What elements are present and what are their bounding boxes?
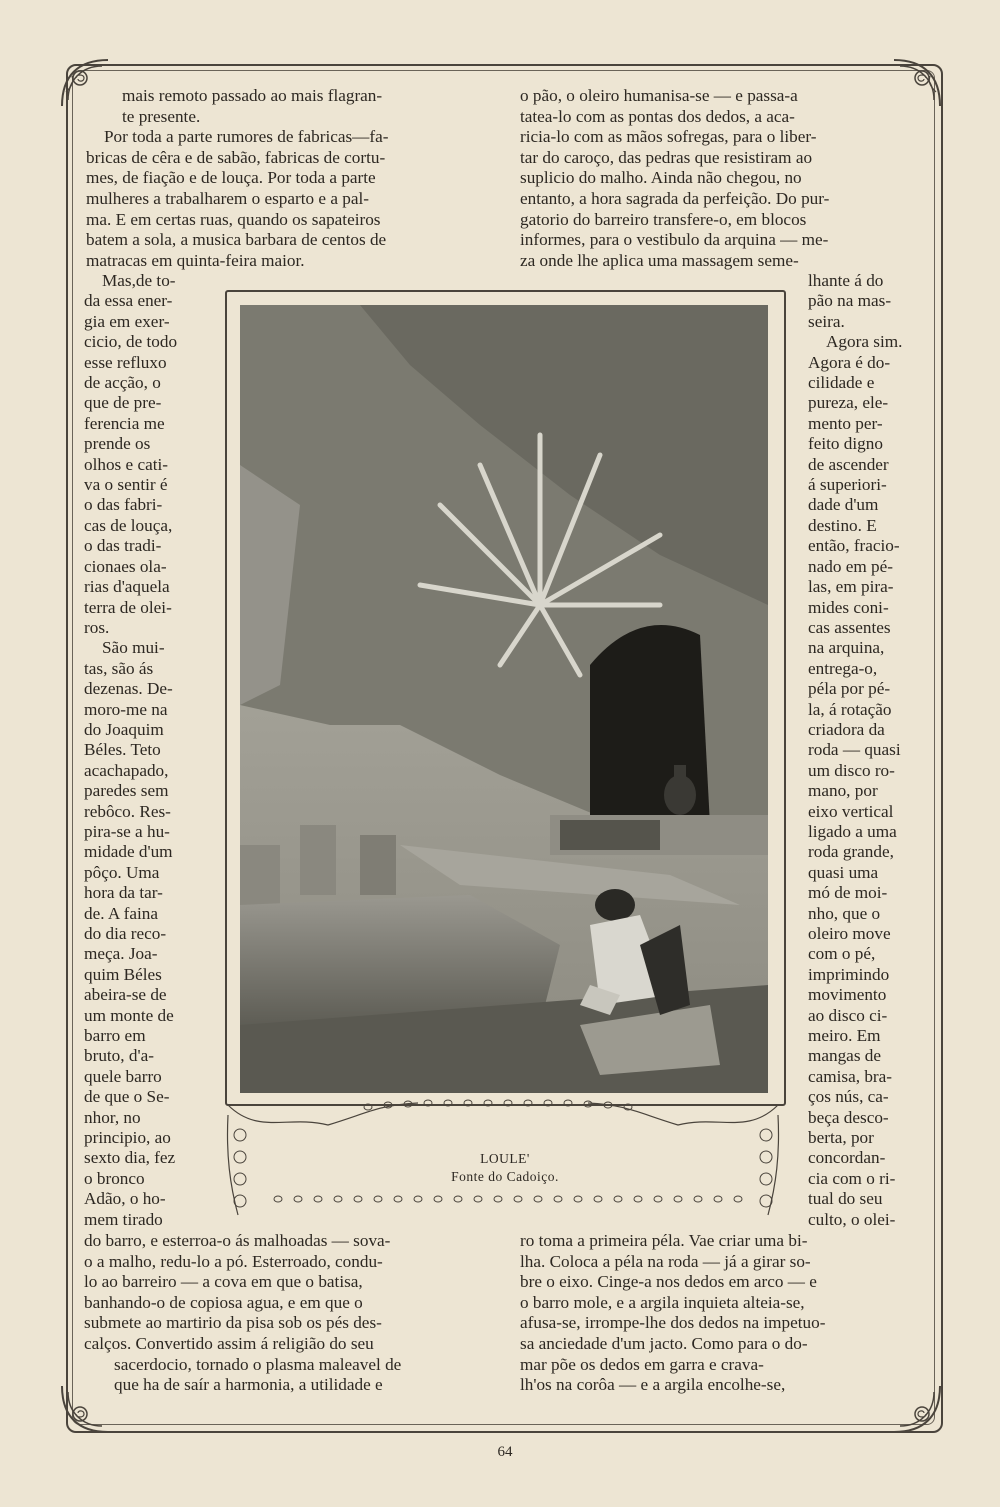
text-line: concordan- (808, 1148, 886, 1168)
text-line: da essa ener- (84, 291, 173, 311)
text-line: á superiori- (808, 475, 887, 495)
text-line: mes, de fiação e de louça. Por toda a parte (86, 168, 376, 188)
text-line: moro-me na (84, 699, 168, 719)
text-line: criadora da (808, 719, 885, 739)
text-line: acachapado, (84, 760, 169, 780)
text-line: Agora é do- (808, 352, 891, 372)
text-line: calços. Convertido assim á religião do seu (84, 1333, 374, 1353)
text-line: mento per- (808, 413, 883, 433)
text-line: entanto, a hora sagrada da perfeição. Do pur- (520, 188, 830, 208)
text-line: quasi uma (808, 862, 879, 882)
text-line: mar põe os dedos em garra e crava- (520, 1354, 764, 1374)
text-line: te presente. (122, 106, 201, 126)
text-line: la, á rotação (808, 699, 892, 719)
text-line: tar do caroço, das pedras que resistiram ao (520, 147, 813, 167)
photo-illustration (240, 305, 768, 1093)
text-line: mangas de (808, 1046, 882, 1066)
text-line: na arquina, (808, 638, 885, 658)
text-line: roda — quasi (808, 740, 901, 760)
text-line: gatorio do barreiro transfere-o, em blocos (520, 209, 807, 229)
text-line: nhor, no (84, 1107, 141, 1127)
text-line: hora da tar- (84, 883, 163, 903)
text-line: ligado a uma (808, 821, 897, 841)
text-line: oleiro move (808, 924, 891, 943)
text-line: o pão, o oleiro humanisa-se — e passa-a (520, 86, 798, 105)
text-line: bruto, d'a- (84, 1046, 154, 1066)
caption-title: LOULE' (480, 1151, 530, 1166)
text-line: nado em pé- (808, 556, 893, 576)
text-line: ma. E em certas ruas, quando os sapateiros (86, 209, 381, 229)
left-column-bottom (84, 1231, 488, 1396)
text-line: prende os (84, 434, 151, 454)
text-line: mais remoto passado ao mais flagran- (122, 86, 383, 105)
text-line: matracas em quinta-feira maior. (86, 250, 305, 270)
text-line: ferencia me (84, 413, 165, 433)
text-line: mem tirado (84, 1209, 163, 1229)
text-line: meça. Joa- (84, 944, 158, 964)
text-line: péla por pé- (808, 679, 891, 699)
right-column-bottom (520, 1231, 922, 1396)
text-line: gia em exer- (84, 311, 170, 331)
text-line: de ascender (808, 454, 889, 474)
text-line: Béles. Teto (84, 740, 161, 760)
text-line: feito digno (808, 434, 883, 454)
text-line: afusa-se, irrompe-lhe dos dedos na impetuo- (520, 1313, 826, 1333)
text-line: berta, por (808, 1128, 874, 1148)
text-line: mó de moi- (808, 883, 888, 903)
text-line: va o sentir é (84, 475, 168, 495)
text-line: Por toda a parte rumores de fabricas—fa- (104, 127, 389, 147)
text-line: batem a sola, a musica barbara de centos de (86, 230, 387, 250)
text-line: mulheres a trabalharem o esparto e a pal- (86, 188, 369, 208)
text-line: do barro, e esterroa-o ás malhoadas — sova- (84, 1231, 391, 1250)
text-line: cionaes ola- (84, 556, 167, 576)
text-line: o barro mole, e a argila inquieta alteia-se, (520, 1292, 805, 1312)
text-line: tatea-lo com as pontas dos dedos, a aca- (520, 106, 795, 126)
text-line: sacerdocio, tornado o plasma maleavel de (114, 1354, 402, 1374)
text-line: meiro. Em (808, 1026, 881, 1046)
text-line: destino. E (808, 515, 877, 535)
text-line: tual do seu (808, 1189, 883, 1209)
text-line: seira. (808, 311, 845, 331)
text-line: sexto dia, fez (84, 1148, 176, 1168)
text-line: que ha de saír a harmonia, a utilidade e (114, 1375, 383, 1395)
text-line: Adão, o ho- (84, 1189, 166, 1209)
text-line: pira-se a hu- (84, 821, 170, 841)
text-line: lhante á do (808, 271, 884, 290)
text-line: informes, para o vestibulo da arquina — me- (520, 230, 829, 250)
page-number: 64 (497, 1444, 513, 1460)
text-line: pôço. Uma (84, 862, 160, 882)
text-line: lh'os na corôa — e a argila encolhe-se, (520, 1375, 786, 1395)
text-line: dezenas. De- (84, 679, 173, 699)
text-line: de acção, o (84, 373, 161, 393)
text-line: ços nús, ca- (808, 1087, 889, 1107)
text-line: o das fabri- (84, 495, 163, 515)
text-line: za onde lhe aplica uma massagem seme- (520, 250, 799, 270)
right-column-narrow (808, 271, 924, 1230)
text-line: São mui- (102, 638, 165, 658)
text-line: um monte de (84, 1005, 174, 1025)
text-line: roda grande, (808, 842, 894, 862)
text-line: cas assentes (808, 617, 891, 637)
text-line: de. A faina (84, 903, 158, 923)
text-line: que de pre- (84, 393, 162, 413)
left-column-top (86, 86, 488, 271)
text-line: rias d'aquela (84, 577, 170, 597)
photograph (240, 305, 768, 1093)
text-line: tas, são ás (84, 658, 154, 678)
text-line: do dia reco- (84, 924, 167, 943)
text-line: pureza, ele- (808, 393, 889, 413)
caption-subtitle: Fonte do Cadoiço. (451, 1169, 559, 1184)
text-line: um disco ro- (808, 760, 895, 780)
text-line: bre o eixo. Cinge-a nos dedos em arco — e (520, 1272, 817, 1292)
text-line: beça desco- (808, 1107, 889, 1127)
text-line: então, fracio- (808, 536, 900, 556)
text-line: lo ao barreiro — a cova em que o batisa, (84, 1272, 363, 1292)
text-line: barro em (84, 1026, 146, 1046)
text-line: olhos e cati- (84, 454, 168, 474)
text-line: suplicio do malho. Ainda não chegou, no (520, 168, 802, 188)
text-line: ro toma a primeira péla. Vae criar uma bi- (520, 1231, 808, 1250)
text-line: cilidade e (808, 373, 875, 393)
text-line: o bronco (84, 1168, 145, 1188)
text-line: entrega-o, (808, 658, 878, 678)
text-line: principio, ao (84, 1128, 171, 1148)
text-line: las, em pira- (808, 577, 894, 597)
text-line: dade d'um (808, 495, 879, 515)
text-line: abeira-se de (84, 985, 167, 1005)
text-line: banhando-o de copiosa agua, e em que o (84, 1292, 363, 1312)
photo-caption (300, 1150, 710, 1186)
text-line: culto, o olei- (808, 1209, 896, 1229)
text-line: midade d'um (84, 842, 173, 862)
text-line: ao disco ci- (808, 1005, 888, 1025)
text-line: Mas,de to- (102, 271, 176, 290)
text-line: lha. Coloca a péla na roda — já a girar so- (520, 1251, 811, 1271)
text-line: Agora sim. (826, 332, 903, 352)
text-line: movimento (808, 985, 887, 1005)
right-column-top (520, 86, 922, 271)
text-line: do Joaquim (84, 719, 164, 739)
text-line: ricia-lo com as mãos sofregas, para o liber- (520, 127, 817, 147)
text-line: o das tradi- (84, 536, 162, 556)
text-line: cia com o ri- (808, 1168, 896, 1188)
text-line: o a malho, redu-lo a pó. Esterroado, condu- (84, 1251, 383, 1271)
text-line: submete ao martirio da pisa sob os pés des- (84, 1313, 382, 1333)
text-line: ros. (84, 617, 110, 637)
text-line: com o pé, (808, 944, 876, 964)
text-line: pão na mas- (808, 291, 892, 311)
text-line: sa anciedade d'um jacto. Como para o do- (520, 1333, 808, 1353)
text-line: de que o Se- (84, 1087, 170, 1107)
text-line: nho, que o (808, 903, 881, 923)
text-line: camisa, bra- (808, 1066, 892, 1086)
text-line: rebôco. Res- (84, 801, 171, 821)
text-line: esse refluxo (84, 352, 167, 372)
text-line: eixo vertical (808, 801, 894, 821)
text-line: quim Béles (84, 964, 162, 984)
text-line: mano, por (808, 781, 878, 801)
text-line: bricas de cêra e de sabão, fabricas de cortu- (86, 147, 386, 167)
text-line: imprimindo (808, 964, 890, 984)
text-line: mides coni- (808, 597, 889, 617)
left-column-narrow (84, 271, 202, 1230)
text-line: cicio, de todo (84, 332, 178, 352)
text-line: terra de olei- (84, 597, 172, 617)
text-line: quele barro (84, 1066, 162, 1086)
text-line: paredes sem (84, 781, 169, 801)
text-line: cas de louça, (84, 515, 173, 535)
